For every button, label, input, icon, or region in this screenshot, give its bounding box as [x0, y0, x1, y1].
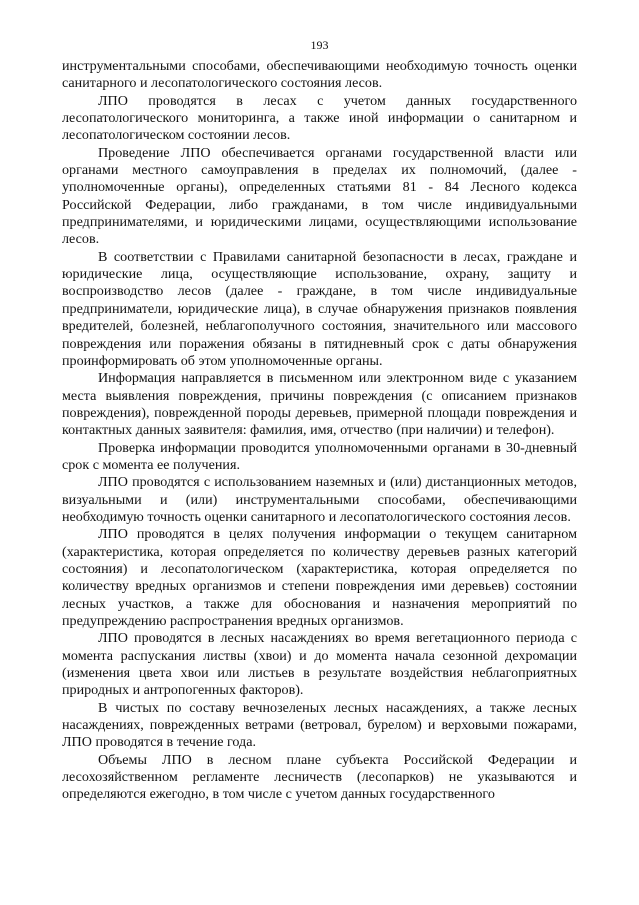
paragraph-sanitary-rules: В соответствии с Правилами санитарной безопасности в лесах, граждане и юридические лица, осуществляющие использование, охрану, защиту и воспроизводство лесов (далее - граждане, в том числе индивидуальные предприниматели, юридические лица), в случае обнаружения признаков появления вредителей, болезней, неблагополучного состояния, значительного или массового повреждения или поражения обязаны в пятидневный срок с даты обнаружения проинформировать об этом уполномоченные органы. — [62, 248, 577, 369]
paragraph-verification: Проверка информации проводится уполномоченными органами в 30-дневный срок с момента ее получения. — [62, 439, 577, 473]
paragraph-volumes: Объемы ЛПО в лесном плане субъекта Российской Федерации и лесохозяйственном регламенте лесничеств (лесопарков) не указываются и определяются ежегодно, в том числе с учетом данных государственного — [62, 751, 577, 803]
page-number: 193 — [310, 38, 329, 52]
paragraph-monitoring: ЛПО проводятся в лесах с учетом данных государственного лесопатологического мониторинга, а также иной информации о санитарном и лесопатологическом состоянии лесов. — [62, 92, 577, 144]
paragraph-information: Информация направляется в письменном или электронном виде с указанием места выявления повреждения, причины повреждения (с описанием признаков повреждения), поврежденной породы деревьев, примерной площади повреждения и контактных данных заявителя: фамилия, имя, отчество (при наличии) и телефон). — [62, 370, 577, 439]
paragraph-continued: инструментальными способами, обеспечивающими необходимую точность оценки санитарного и лесопатологического состояния лесов. — [62, 58, 577, 92]
paragraph-vegetation-period: ЛПО проводятся в лесных насаждениях во время вегетационного периода с момента распускания листвы (хвои) и до момента начала сезонной дехромации (изменения цвета хвои или листьев в результате воздействия неблагоприятных природных и антропогенных факторов). — [62, 630, 577, 699]
paragraph-methods: ЛПО проводятся с использованием наземных и (или) дистанционных методов, визуальными и (или) инструментальными способами, обеспечивающими необходимую точность оценки санитарного и лесопатологического состояния лесов. — [62, 474, 577, 525]
paragraph-purpose: ЛПО проводятся в целях получения информации о текущем санитарном (характеристика, которая определяется по количеству деревьев разных категорий состояния) и лесопатологическом (характеристика, которая определяется по количеству вредных организмов и степени повреждения ими деревьев) состоянии лесных участков, а также для обоснования и назначения мероприятий по предупреждению распространения вредных организмов. — [62, 526, 577, 629]
paragraph-evergreen: В чистых по составу вечнозеленых лесных насаждениях, а также лесных насаждениях, поврежденных ветрами (ветровал, бурелом) и верховыми пожарами, ЛПО проводятся в течение года. — [62, 699, 577, 751]
document-body — [62, 58, 577, 804]
paragraph-authorities: Проведение ЛПО обеспечивается органами государственной власти или органами местного самоуправления в пределах их полномочий, (далее - уполномоченные органы), определенных статьями 81 - 84 Лесного кодекса Российской Федерации, либо гражданами, в том числе индивидуальными предпринимателями, и юридическими лицами, осуществляющими использование лесов. — [62, 144, 577, 248]
